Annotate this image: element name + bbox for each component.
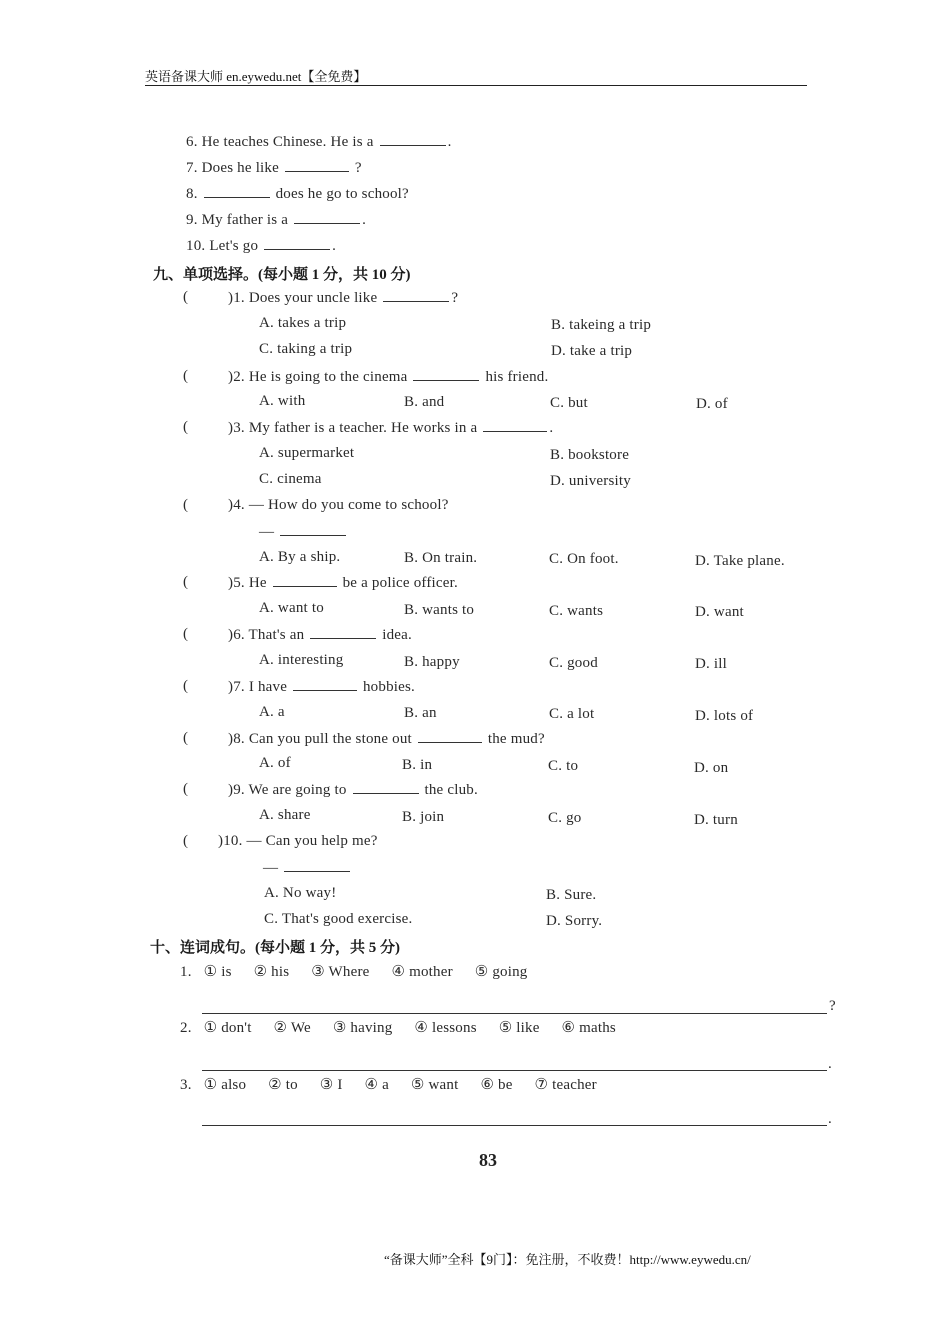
mc-question	[218, 833, 378, 850]
answer-line[interactable]	[202, 1125, 827, 1126]
end-punct: .	[828, 1056, 832, 1072]
item-text: Let's go	[209, 238, 259, 254]
item-text: does he go to school?	[275, 186, 409, 202]
mc-paren[interactable]: (	[183, 833, 189, 849]
word-chip: ① is	[203, 964, 232, 980]
answer-blank[interactable]	[380, 133, 446, 146]
mc-paren[interactable]: (	[183, 368, 189, 384]
item-number: 9.	[186, 212, 198, 228]
option[interactable]: D. university	[550, 473, 631, 489]
item-number: )7.	[228, 679, 245, 695]
option[interactable]: C. cinema	[259, 471, 322, 487]
option[interactable]: A. with	[259, 393, 306, 409]
word-chip: ④ a	[364, 1077, 389, 1093]
option[interactable]: C. wants	[549, 603, 604, 619]
item-text: the club.	[424, 782, 478, 798]
reorder-item	[180, 1075, 597, 1094]
answer-blank[interactable]	[383, 289, 449, 302]
option[interactable]: D. Take plane.	[695, 553, 785, 569]
option[interactable]: D. ill	[695, 656, 728, 672]
item-text: ?	[451, 290, 459, 306]
mc-question	[228, 574, 458, 592]
option[interactable]: B. an	[404, 705, 437, 721]
fill-item	[186, 159, 362, 177]
item-text: .	[362, 212, 367, 228]
answer-line[interactable]	[202, 1070, 827, 1071]
answer-blank[interactable]	[273, 574, 337, 587]
option[interactable]: C. taking a trip	[259, 341, 353, 357]
mc-paren[interactable]: (	[183, 678, 189, 694]
option[interactable]: B. and	[404, 394, 445, 410]
answer-blank[interactable]	[280, 523, 346, 536]
option[interactable]: A. a	[259, 704, 285, 720]
item-text: the mud?	[487, 731, 545, 747]
option[interactable]: C. That's good exercise.	[264, 911, 413, 927]
option[interactable]: B. On train.	[404, 550, 478, 566]
answer-line[interactable]	[202, 1013, 827, 1014]
item-text: .	[332, 238, 337, 254]
response-dash	[259, 523, 348, 541]
option[interactable]: D. of	[696, 396, 728, 412]
header-divider	[145, 85, 807, 86]
item-text: My father is a teacher. He works in a	[248, 420, 478, 436]
answer-blank[interactable]	[294, 211, 360, 224]
item-text: — How do you come to school?	[248, 497, 449, 513]
item-text: Does he like	[201, 160, 279, 176]
option[interactable]: B. wants to	[404, 602, 475, 618]
mc-question	[228, 419, 553, 437]
word-chip: ④ lessons	[414, 1020, 477, 1036]
answer-blank[interactable]	[483, 419, 547, 432]
mc-question	[228, 368, 548, 386]
fill-item	[186, 133, 452, 151]
item-number: )2.	[228, 369, 245, 385]
item-text: Does your uncle like	[248, 290, 378, 306]
mc-question	[228, 781, 478, 799]
reorder-item	[180, 962, 528, 981]
item-number: )9.	[228, 782, 245, 798]
page-number: 83	[479, 1150, 497, 1170]
item-text: ?	[354, 160, 362, 176]
answer-blank[interactable]	[293, 678, 357, 691]
word-chip: ⑤ like	[498, 1020, 540, 1036]
word-chip: ③ I	[319, 1077, 343, 1093]
item-text: That's an	[248, 627, 305, 643]
item-text: My father is a	[201, 212, 289, 228]
option[interactable]: D. want	[695, 604, 744, 620]
item-number: )1.	[228, 290, 245, 306]
word-chip: ① also	[203, 1077, 247, 1093]
item-number: )4.	[228, 497, 245, 513]
word-chip: ① don't	[203, 1020, 252, 1036]
word-chip: ⑤ going	[474, 964, 528, 980]
item-number: 2.	[180, 1020, 192, 1036]
item-text: He	[248, 575, 267, 591]
option[interactable]: C. to	[548, 758, 579, 774]
fill-item	[186, 185, 409, 203]
option[interactable]: D. lots of	[695, 708, 754, 724]
option[interactable]: D. turn	[694, 812, 738, 828]
item-text: idea.	[382, 627, 412, 643]
reorder-item	[180, 1018, 616, 1037]
word-chip: ③ Where	[311, 964, 370, 980]
option[interactable]: A. of	[259, 755, 291, 771]
fill-item	[186, 211, 366, 229]
mc-question	[228, 626, 412, 644]
answer-blank[interactable]	[353, 781, 419, 794]
end-punct: .	[828, 1111, 832, 1127]
item-text: .	[549, 420, 554, 436]
item-text: We are going to	[248, 782, 347, 798]
word-chip: ② to	[268, 1077, 298, 1093]
answer-blank[interactable]	[310, 626, 376, 639]
answer-blank[interactable]	[264, 237, 330, 250]
answer-blank[interactable]	[284, 859, 350, 872]
item-number: )8.	[228, 731, 245, 747]
mc-paren[interactable]: (	[183, 497, 189, 513]
option[interactable]: C. On foot.	[549, 551, 619, 567]
option[interactable]: A. share	[259, 807, 311, 823]
option[interactable]: B. happy	[404, 654, 460, 670]
section-title: 九、单项选择。(每小题 1 分，共 10 分)	[153, 267, 411, 283]
option[interactable]: D. Sorry.	[546, 913, 603, 929]
answer-blank[interactable]	[413, 368, 479, 381]
word-chip: ⑦ teacher	[534, 1077, 597, 1093]
option[interactable]: C. good	[549, 655, 598, 671]
item-text: He teaches Chinese. He is a	[201, 134, 374, 150]
item-number: 1.	[180, 964, 192, 980]
answer-blank[interactable]	[418, 730, 482, 743]
mc-paren[interactable]: (	[183, 730, 189, 746]
option[interactable]: A. want to	[259, 600, 324, 616]
item-number: 6.	[186, 134, 198, 150]
word-chip: ⑥ maths	[561, 1020, 616, 1036]
mc-paren[interactable]: (	[183, 419, 189, 435]
response-dash	[263, 859, 352, 877]
option[interactable]: B. takeing a trip	[551, 317, 652, 333]
option[interactable]: A. No way!	[264, 885, 337, 901]
word-chip: ③ having	[332, 1020, 393, 1036]
mc-paren[interactable]: (	[183, 574, 189, 590]
item-number: 7.	[186, 160, 198, 176]
mc-question	[228, 730, 545, 748]
item-number: 3.	[180, 1077, 192, 1093]
word-chip: ⑥ be	[480, 1077, 513, 1093]
header-text: 英语备课大师 en.eywedu.net【全免费】	[145, 69, 367, 84]
option[interactable]: B. Sure.	[546, 887, 597, 903]
word-chip: ④ mother	[391, 964, 453, 980]
footer-text: “备课大师”全科【9门】：免注册，不收费！http://www.eywedu.cn/	[384, 1252, 751, 1267]
answer-blank[interactable]	[285, 159, 349, 172]
item-number: 10.	[186, 238, 206, 254]
mc-question	[228, 678, 415, 696]
mc-paren[interactable]: (	[183, 781, 189, 797]
fill-item	[186, 237, 336, 255]
mc-question	[228, 289, 458, 307]
item-text: his friend.	[485, 369, 549, 385]
option[interactable]: D. take a trip	[551, 343, 633, 359]
option[interactable]: C. go	[548, 810, 582, 826]
option[interactable]: C. a lot	[549, 706, 595, 722]
option[interactable]: C. but	[550, 395, 588, 411]
option[interactable]: A. supermarket	[259, 445, 355, 461]
item-text: — Can you help me?	[246, 833, 378, 849]
mc-paren[interactable]: (	[183, 626, 189, 642]
word-chip: ⑤ want	[410, 1077, 459, 1093]
item-text: be a police officer.	[342, 575, 458, 591]
item-text: He is going to the cinema	[248, 369, 408, 385]
item-number: )5.	[228, 575, 245, 591]
item-number: 8.	[186, 186, 198, 202]
dash: —	[259, 524, 275, 540]
item-text: Can you pull the stone out	[248, 731, 412, 747]
dash: —	[263, 860, 279, 876]
mc-paren[interactable]: (	[183, 289, 189, 305]
end-punct: ?	[829, 998, 836, 1014]
option[interactable]: A. takes a trip	[259, 315, 347, 331]
mc-question	[228, 497, 449, 514]
item-number: )10.	[218, 833, 243, 849]
option[interactable]: B. in	[402, 757, 433, 773]
item-text: hobbies.	[362, 679, 415, 695]
item-number: )6.	[228, 627, 245, 643]
option[interactable]: A. By a ship.	[259, 549, 341, 565]
word-chip: ② his	[253, 964, 290, 980]
item-text: .	[447, 134, 452, 150]
word-chip: ② We	[273, 1020, 311, 1036]
section-title: 十、连词成句。(每小题 1 分，共 5 分)	[150, 940, 400, 956]
answer-blank[interactable]	[204, 185, 270, 198]
option[interactable]: B. bookstore	[550, 447, 630, 463]
option[interactable]: B. join	[402, 809, 445, 825]
option[interactable]: A. interesting	[259, 652, 344, 668]
option[interactable]: D. on	[694, 760, 729, 776]
item-number: )3.	[228, 420, 245, 436]
item-text: I have	[248, 679, 288, 695]
